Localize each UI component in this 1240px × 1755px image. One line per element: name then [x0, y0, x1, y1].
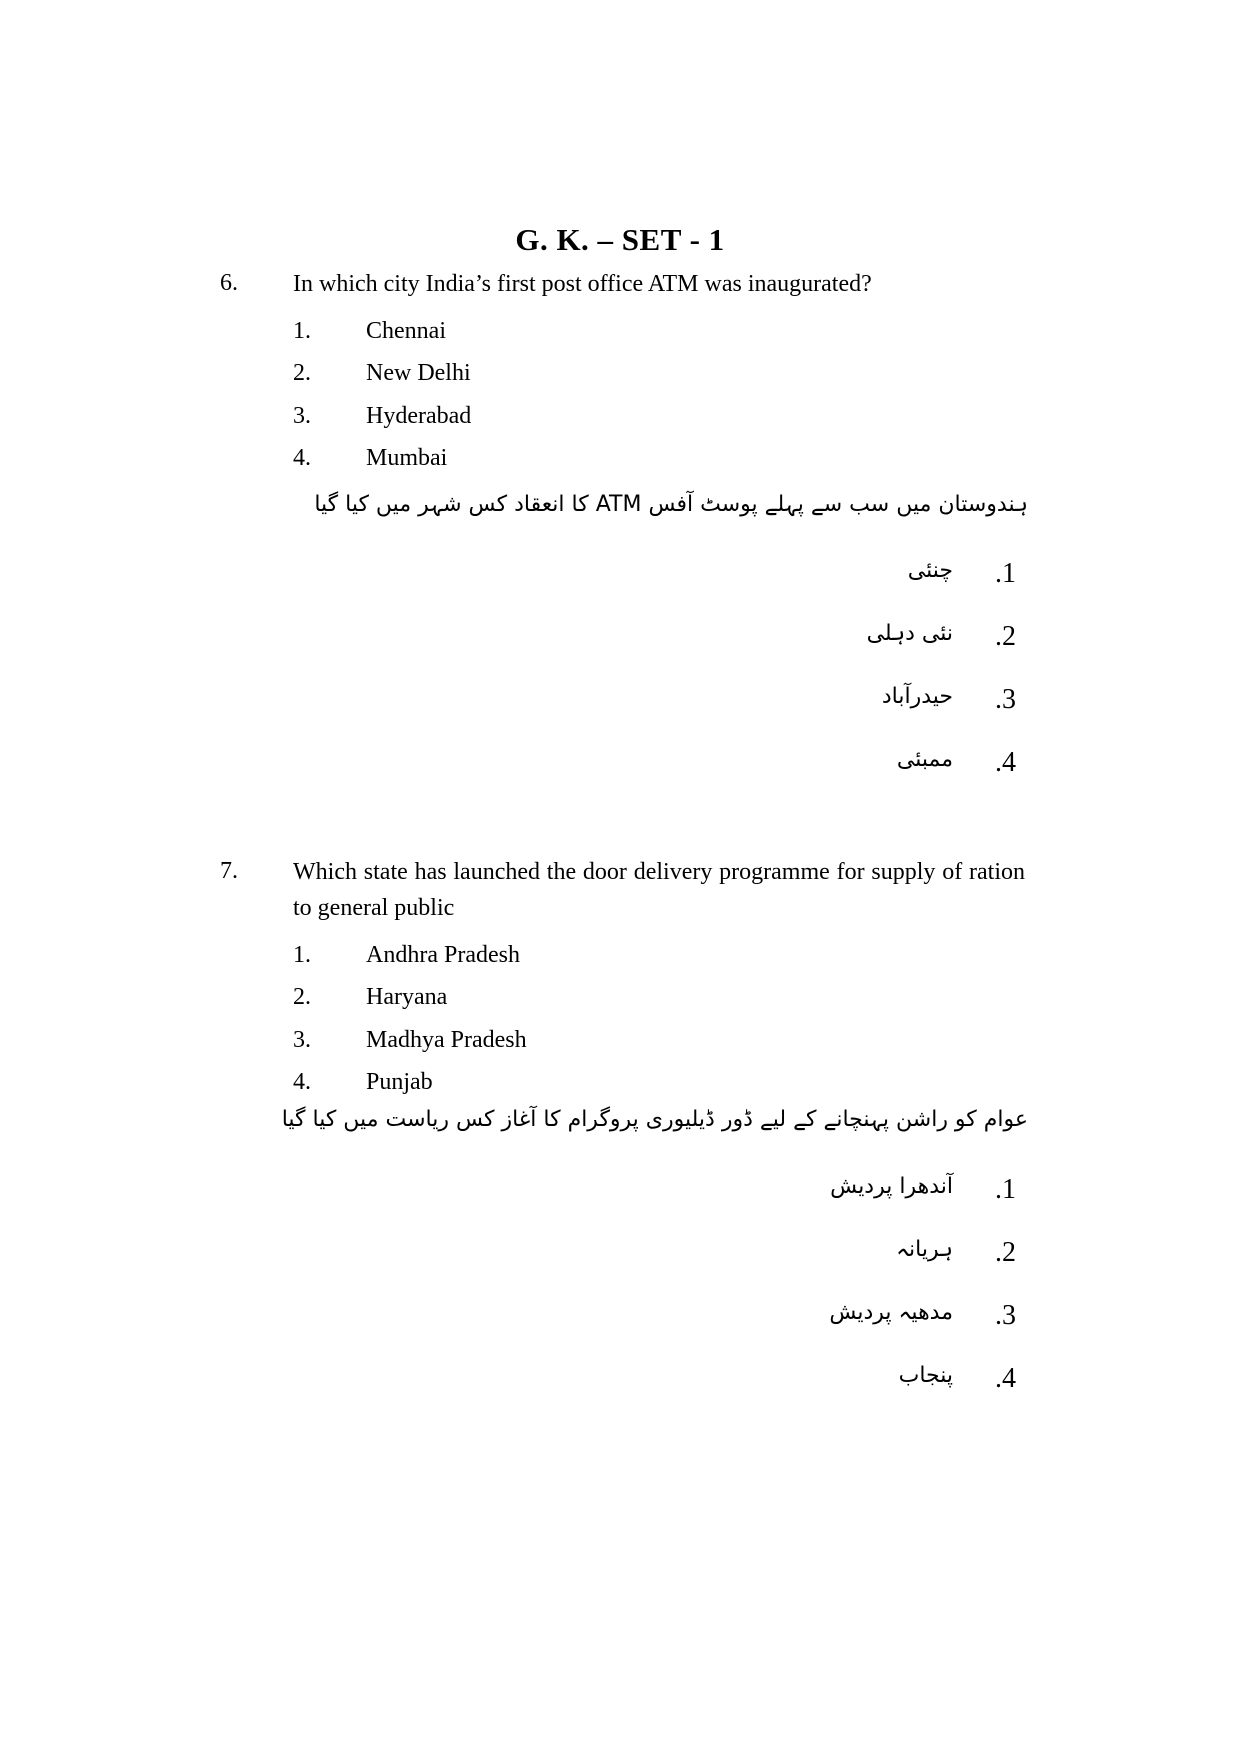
urdu-question-text: عوام کو راشن پہنچانے کے لیے ڈور ڈیلیوری پروگرام کا آغاز کس ریاست میں کیا گیا — [281, 1107, 1028, 1132]
option-text: Hyderabad — [366, 403, 472, 429]
option-number: 4. — [293, 445, 311, 471]
option-number: 1. — [293, 942, 311, 968]
urdu-option-number: .2 — [995, 621, 1016, 652]
option-text: Mumbai — [366, 445, 448, 471]
urdu-option-text: پنجاب — [898, 1363, 953, 1388]
option-number: 4. — [293, 1069, 311, 1095]
question-number: 6. — [220, 270, 238, 296]
urdu-option-text: چنئی — [907, 558, 953, 583]
urdu-option-number: .1 — [995, 558, 1016, 589]
question-number: 7. — [220, 858, 238, 884]
option-number: 1. — [293, 318, 311, 344]
option-text: Punjab — [366, 1069, 433, 1095]
urdu-question-text: ہندوستان میں سب سے پہلے پوسٹ آفس ATM کا انعقاد کس شہر میں کیا گیا — [314, 492, 1028, 517]
option-number: 3. — [293, 403, 311, 429]
urdu-option-text: ممبئی — [896, 747, 953, 772]
urdu-option-text: حیدرآباد — [881, 684, 953, 709]
urdu-option-number: .4 — [995, 747, 1016, 778]
question-text: Which state has launched the door delivery programme for supply of ration to general public — [293, 859, 1025, 921]
urdu-option-number: .2 — [995, 1237, 1016, 1268]
urdu-option-text: نئی دہلی — [866, 621, 953, 646]
option-number: 3. — [293, 1027, 311, 1053]
urdu-option-text: مدھیہ پردیش — [829, 1300, 953, 1325]
option-number: 2. — [293, 984, 311, 1010]
urdu-option-text: ہریانہ — [896, 1237, 953, 1262]
urdu-option-number: .1 — [995, 1174, 1016, 1205]
option-number: 2. — [293, 360, 311, 386]
option-text: Chennai — [366, 318, 446, 344]
page-title: G. K. – SET - 1 — [515, 222, 725, 257]
urdu-option-number: .3 — [995, 684, 1016, 715]
option-text: Haryana — [366, 984, 448, 1010]
option-text: New Delhi — [366, 360, 471, 386]
urdu-option-number: .3 — [995, 1300, 1016, 1331]
urdu-option-number: .4 — [995, 1363, 1016, 1394]
option-text: Andhra Pradesh — [366, 942, 520, 968]
question-text: In which city India’s first post office ATM was inaugurated? — [293, 271, 872, 297]
option-text: Madhya Pradesh — [366, 1027, 527, 1053]
urdu-option-text: آندھرا پردیش — [830, 1174, 953, 1199]
